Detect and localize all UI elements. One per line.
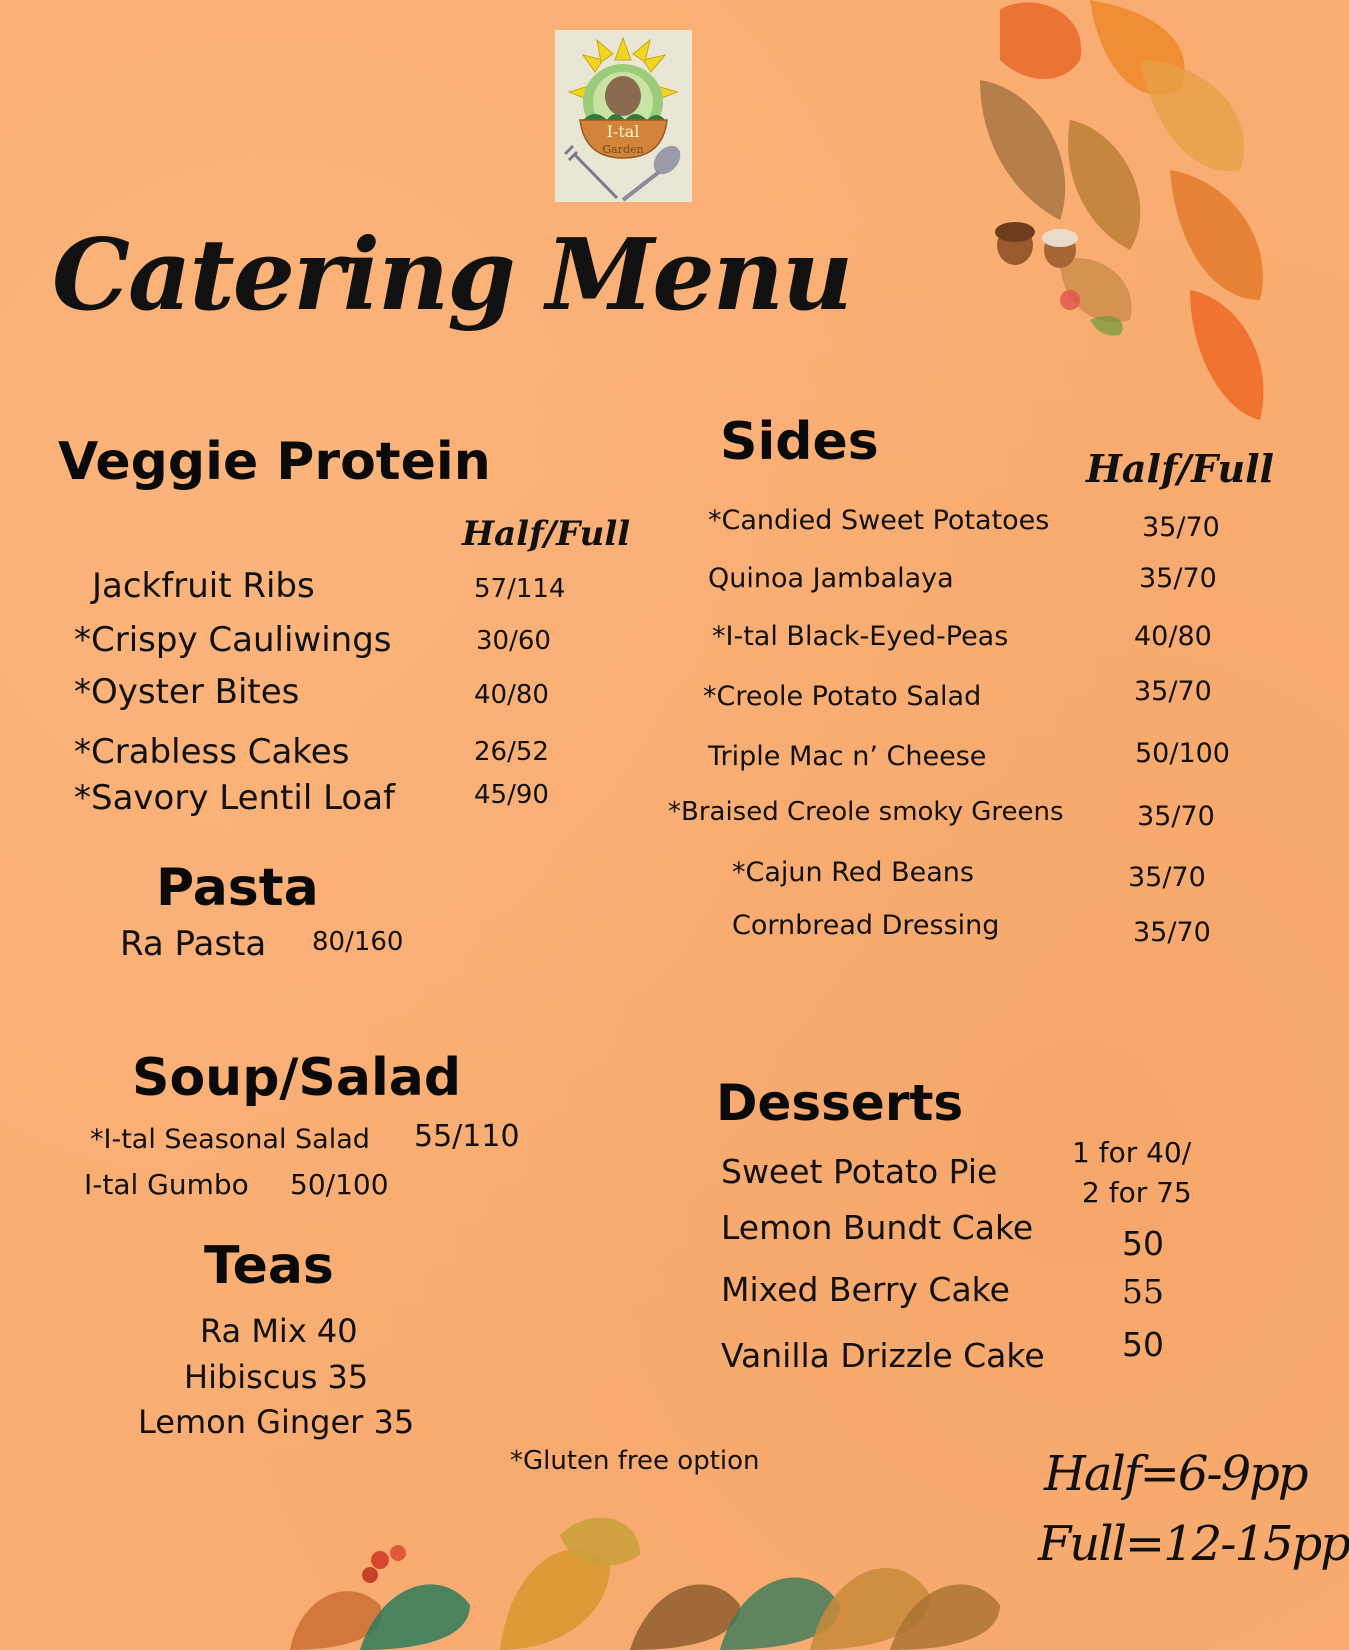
side-item-name: Triple Mac n’ Cheese [708,741,987,772]
sides-half-full-label: Half/Full [1086,446,1274,491]
side-item-price: 35/70 [1137,801,1215,832]
pasta-item-price: 80/160 [312,927,404,957]
side-item-price: 35/70 [1134,676,1212,707]
side-item-name: *Candied Sweet Potatoes [708,505,1050,536]
dessert-item-price: 2 for 75 [1082,1176,1192,1209]
side-item-price: 35/70 [1139,563,1217,594]
tea-item: Lemon Ginger 35 [138,1403,415,1441]
side-item-price: 40/80 [1134,621,1212,652]
veggie-item-name: *Crabless Cakes [74,732,350,772]
side-item-price: 50/100 [1135,738,1230,769]
teas-heading: Teas [204,1236,334,1296]
serving-half-note: Half=6-9pp [1044,1446,1307,1502]
side-item-name: *Creole Potato Salad [703,681,982,712]
sides-heading: Sides [720,412,879,472]
veggie-item-name: Jackfruit Ribs [92,566,315,606]
page-title: Catering Menu [52,218,852,333]
logo [555,30,692,202]
avocado-sun-logo-icon [555,30,692,202]
dessert-item-name: Mixed Berry Cake [721,1270,1010,1309]
tea-item: Hibiscus 35 [184,1358,369,1396]
logo-line1-text: I-tal [606,122,640,141]
dessert-item-name: Sweet Potato Pie [721,1152,998,1191]
desserts-heading: Desserts [716,1074,964,1132]
side-item-price: 35/70 [1133,917,1211,948]
side-item-name: Cornbread Dressing [732,910,1000,941]
veggie-item-name: *Savory Lentil Loaf [74,778,396,818]
soup-salad-item-price: 50/100 [290,1168,389,1201]
side-item-name: *Cajun Red Beans [732,857,974,888]
pasta-item-name: Ra Pasta [120,924,267,964]
pasta-heading: Pasta [156,858,319,918]
side-item-name: *Braised Creole smoky Greens [668,797,1064,827]
tea-item: Ra Mix 40 [200,1312,358,1350]
veggie-item-name: *Crispy Cauliwings [74,620,392,660]
soup-salad-item-name: I-tal Gumbo [84,1168,249,1201]
dessert-item-price: 1 for 40/ [1072,1136,1192,1169]
veggie-protein-half-full-label: Half/Full [462,514,631,554]
dessert-item-price: 55 [1122,1272,1164,1311]
side-item-name: *I-tal Black-Eyed-Peas [712,621,1009,652]
dessert-item-name: Vanilla Drizzle Cake [721,1336,1045,1375]
veggie-item-price: 30/60 [476,626,551,656]
dessert-item-name: Lemon Bundt Cake [721,1208,1034,1247]
veggie-item-price: 26/52 [474,737,549,767]
autumn-leaves-bottom-illustration [270,1505,1030,1650]
serving-full-note: Full=12-15pp [1038,1516,1349,1572]
dessert-item-price: 50 [1122,1325,1164,1364]
autumn-leaves-top-right-illustration [940,0,1275,440]
veggie-item-price: 45/90 [474,780,549,810]
dessert-item-price: 50 [1122,1224,1164,1263]
soup-salad-heading: Soup/Salad [132,1048,462,1108]
veggie-item-price: 57/114 [474,574,566,604]
veggie-item-price: 40/80 [474,680,549,710]
veggie-item-name: *Oyster Bites [74,672,300,712]
soup-salad-item-name: *I-tal Seasonal Salad [90,1124,370,1155]
logo-line2-text: Garden [602,143,644,156]
side-item-price: 35/70 [1142,512,1220,543]
side-item-name: Quinoa Jambalaya [708,563,954,594]
veggie-protein-heading: Veggie Protein [58,432,491,492]
soup-salad-item-price: 55/110 [414,1119,520,1154]
gluten-free-footnote: *Gluten free option [510,1446,760,1476]
side-item-price: 35/70 [1128,862,1206,893]
